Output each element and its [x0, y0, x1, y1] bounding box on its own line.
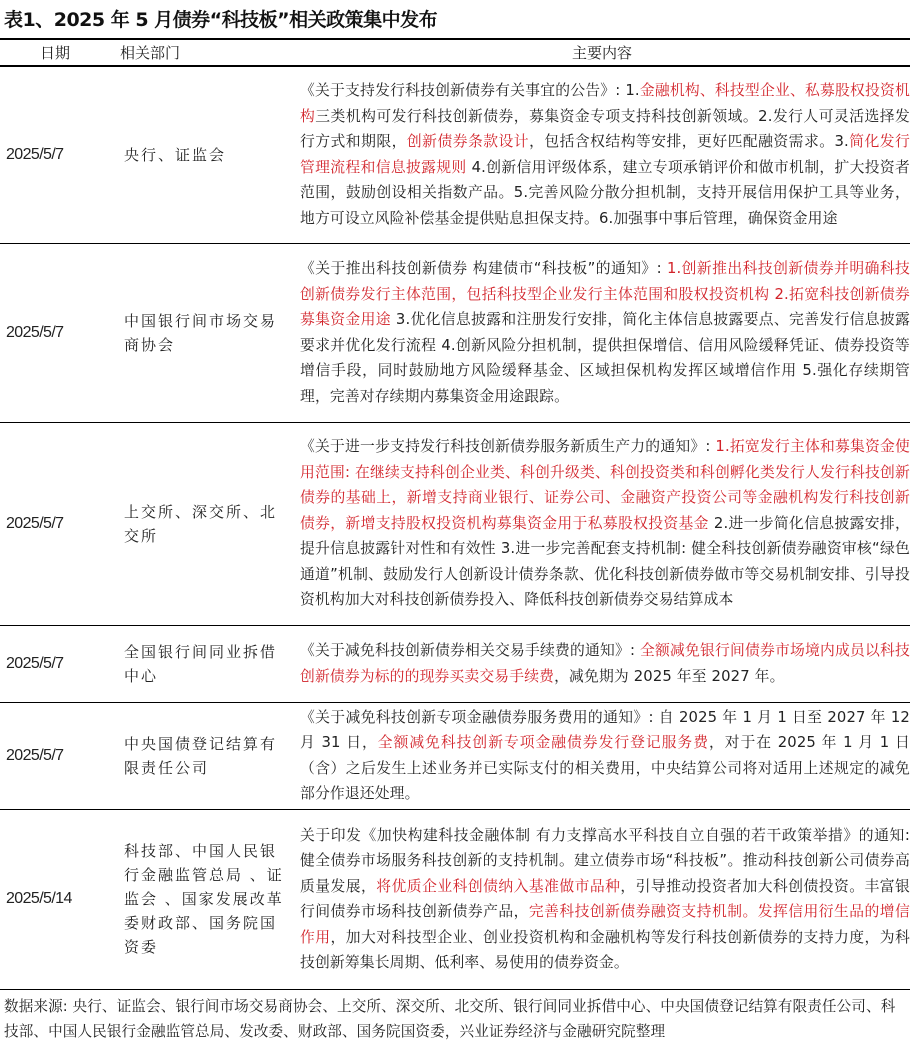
header-date: 日期: [0, 39, 110, 66]
highlighted-text: 将优质企业科创债纳入基准做市品种: [376, 877, 621, 895]
content-text: 《关于进一步支持发行科技创新债券服务新质生产力的通知》:: [300, 438, 716, 456]
content-text: ，加大对科技型企业、创业投资机构和金融机构等发行科技创新债券的支持力度，为科技创新筹集长周期、低利率、易使用的债券资金。: [300, 928, 910, 971]
table-row: [0, 625, 910, 702]
table-row: [0, 243, 910, 422]
highlighted-text: 完善科技创新债券融资支持机制。发挥信用衍生品的增信作用: [300, 903, 910, 946]
table-row: [0, 809, 910, 989]
data-source-note: 数据来源: 央行、证监会、银行间市场交易商协会、上交所、深交所、北交所、银行间同业拆借中心、中央国债登记结算有限责任公司、科技部、中国人民银行金融监管总局、发改委、财政部、国务院国资委，兴业证券经济与金融研究院整理: [4, 997, 896, 1040]
content-text: 三类机构可发行科技创新债券，募集资金专项支持科技创新领域。2.发行人可灵活选择发行方式和期限，: [300, 107, 910, 151]
row-content: [294, 422, 910, 625]
content-text: 4.创新信用评级体系，建立专项承销评价和做市机制，扩大投资者范围，鼓励创设相关指数产品。5.完善风险分散分担机制，支持开展信用保护工具等业务，地方可设立风险补偿基金提供贴息担保支持。6.加强事中事后管理，确保资金用途: [300, 158, 910, 227]
content-text: 《关于推出科技创新债券 构建债市“科技板”的通知》:: [300, 260, 667, 277]
highlighted-text: 全额减免科技创新专项金融债券发行登记服务费: [377, 734, 709, 751]
header-content: 主要内容: [294, 39, 910, 66]
highlighted-text: 简化发行管理流程和信息披露规则: [300, 133, 910, 176]
content-text: 《关于支持发行科技创新债券有关事宜的公告》: 1.: [300, 82, 640, 100]
row-date: 2025/5/7: [0, 625, 110, 702]
row-dept: 中央国债登记结算有限责任公司: [110, 702, 294, 809]
content-text: 关于印发《加快构建科技金融体制 有力支撑高水平科技自立自强的若干政策举措》的通知: 健全债券市场服务科技创新的支持机制。建立债券市场“科技板”。推动科技创新公司债券高质量发展，: [300, 826, 910, 895]
content-text: ，减免期为 2025 年至 2027 年。: [554, 667, 785, 685]
row-content: [294, 625, 910, 702]
row-content: [294, 243, 910, 422]
highlighted-text: 1.拓宽发行主体和募集资金使用范围: 在继续支持科创企业类、科创升级类、科创投资类和科创孵化类发行人发行科技创新债券的基础上，新增支持商业银行、证券公司、金融资产投资公司等金融机构发行科技创新债券，新增支持股权投资机构募集资金用于私募股权投资基金: [300, 438, 910, 532]
row-dept: 中国银行间市场交易商协会: [110, 243, 294, 422]
header-dept: 相关部门: [110, 39, 294, 66]
content-text: 2.进一步简化信息披露安排，提升信息披露针对性和有效性 3.进一步完善配套支持机制: 健全科技创新债券融资审核“绿色通道”机制、鼓励发行人创新设计债券条款、优化科技创新债券做市等交易机制安排、引导投资机构加大对科技创新债券投入、降低科技创新债券交易结算成本: [300, 514, 910, 609]
content-text: 《关于减免科技创新债券相关交易手续费的通知》:: [300, 642, 641, 659]
row-content: [294, 702, 910, 809]
row-dept: 科技部、中国人民银行金融监管总局 、证监会 、国家发展改革委财政部、国务院国资委: [110, 809, 294, 989]
row-date: 2025/5/7: [0, 702, 110, 809]
row-dept: 央行、证监会: [110, 66, 294, 243]
content-text: ，对于在 2025 年 1 月 1 日（含）之后发生上述业务并已实际支付的相关费用，中央结算公司将对适用上述规定的减免部分作退还处理。: [300, 734, 910, 802]
table-header-row: [0, 39, 910, 66]
table-row: [0, 66, 910, 243]
row-date: 2025/5/7: [0, 422, 110, 625]
highlighted-text: 创新债券条款设计: [406, 133, 530, 151]
table-row: [0, 702, 910, 809]
content-text: 《关于减免科技创新专项金融债券服务费用的通知》: 自 2025 年 1 月 1 日至 2027 年 12 月 31 日，: [300, 708, 910, 751]
row-date: 2025/5/14: [0, 809, 110, 989]
content-text: ，包括含权结构等安排，更好匹配融资需求。3.: [529, 133, 849, 151]
content-text: ，引导推动投资者加大科创债投资。丰富银行间债券市场科技创新债券产品，: [300, 877, 910, 920]
policy-table: [0, 38, 910, 990]
content-text: 3.优化信息披露和注册发行安排，简化主体信息披露要点、完善发行信息披露要求并优化发行流程 4.创新风险分担机制，提供担保增信、信用风险缓释凭证、债券投资等增信手段，同时鼓励地方风险缓释基金、区域担保机构发挥区域增信作用 5.强化存续期管理，完善对存续期内募集资金用途跟踪。: [300, 311, 910, 405]
highlighted-text: 全额减免银行间债券市场境内成员以科技创新债券为标的的现券买卖交易手续费: [300, 642, 910, 685]
row-date: 2025/5/7: [0, 243, 110, 422]
table-row: [0, 422, 910, 625]
row-dept: 上交所、深交所、北交所: [110, 422, 294, 625]
row-content: [294, 66, 910, 243]
row-content: [294, 809, 910, 989]
row-dept: 全国银行间同业拆借中心: [110, 625, 294, 702]
highlighted-text: 金融机构、科技型企业、私募股权投资机构: [300, 82, 910, 125]
highlighted-text: 1.创新推出科技创新债券并明确科技创新债券发行主体范围，包括科技型企业发行主体范围和股权投资机构 2.拓宽科技创新债券募集资金用途: [300, 260, 910, 328]
table-title: 表1、2025 年 5 月债券“科技板”相关政策集中发布: [4, 9, 438, 31]
row-date: 2025/5/7: [0, 66, 110, 243]
